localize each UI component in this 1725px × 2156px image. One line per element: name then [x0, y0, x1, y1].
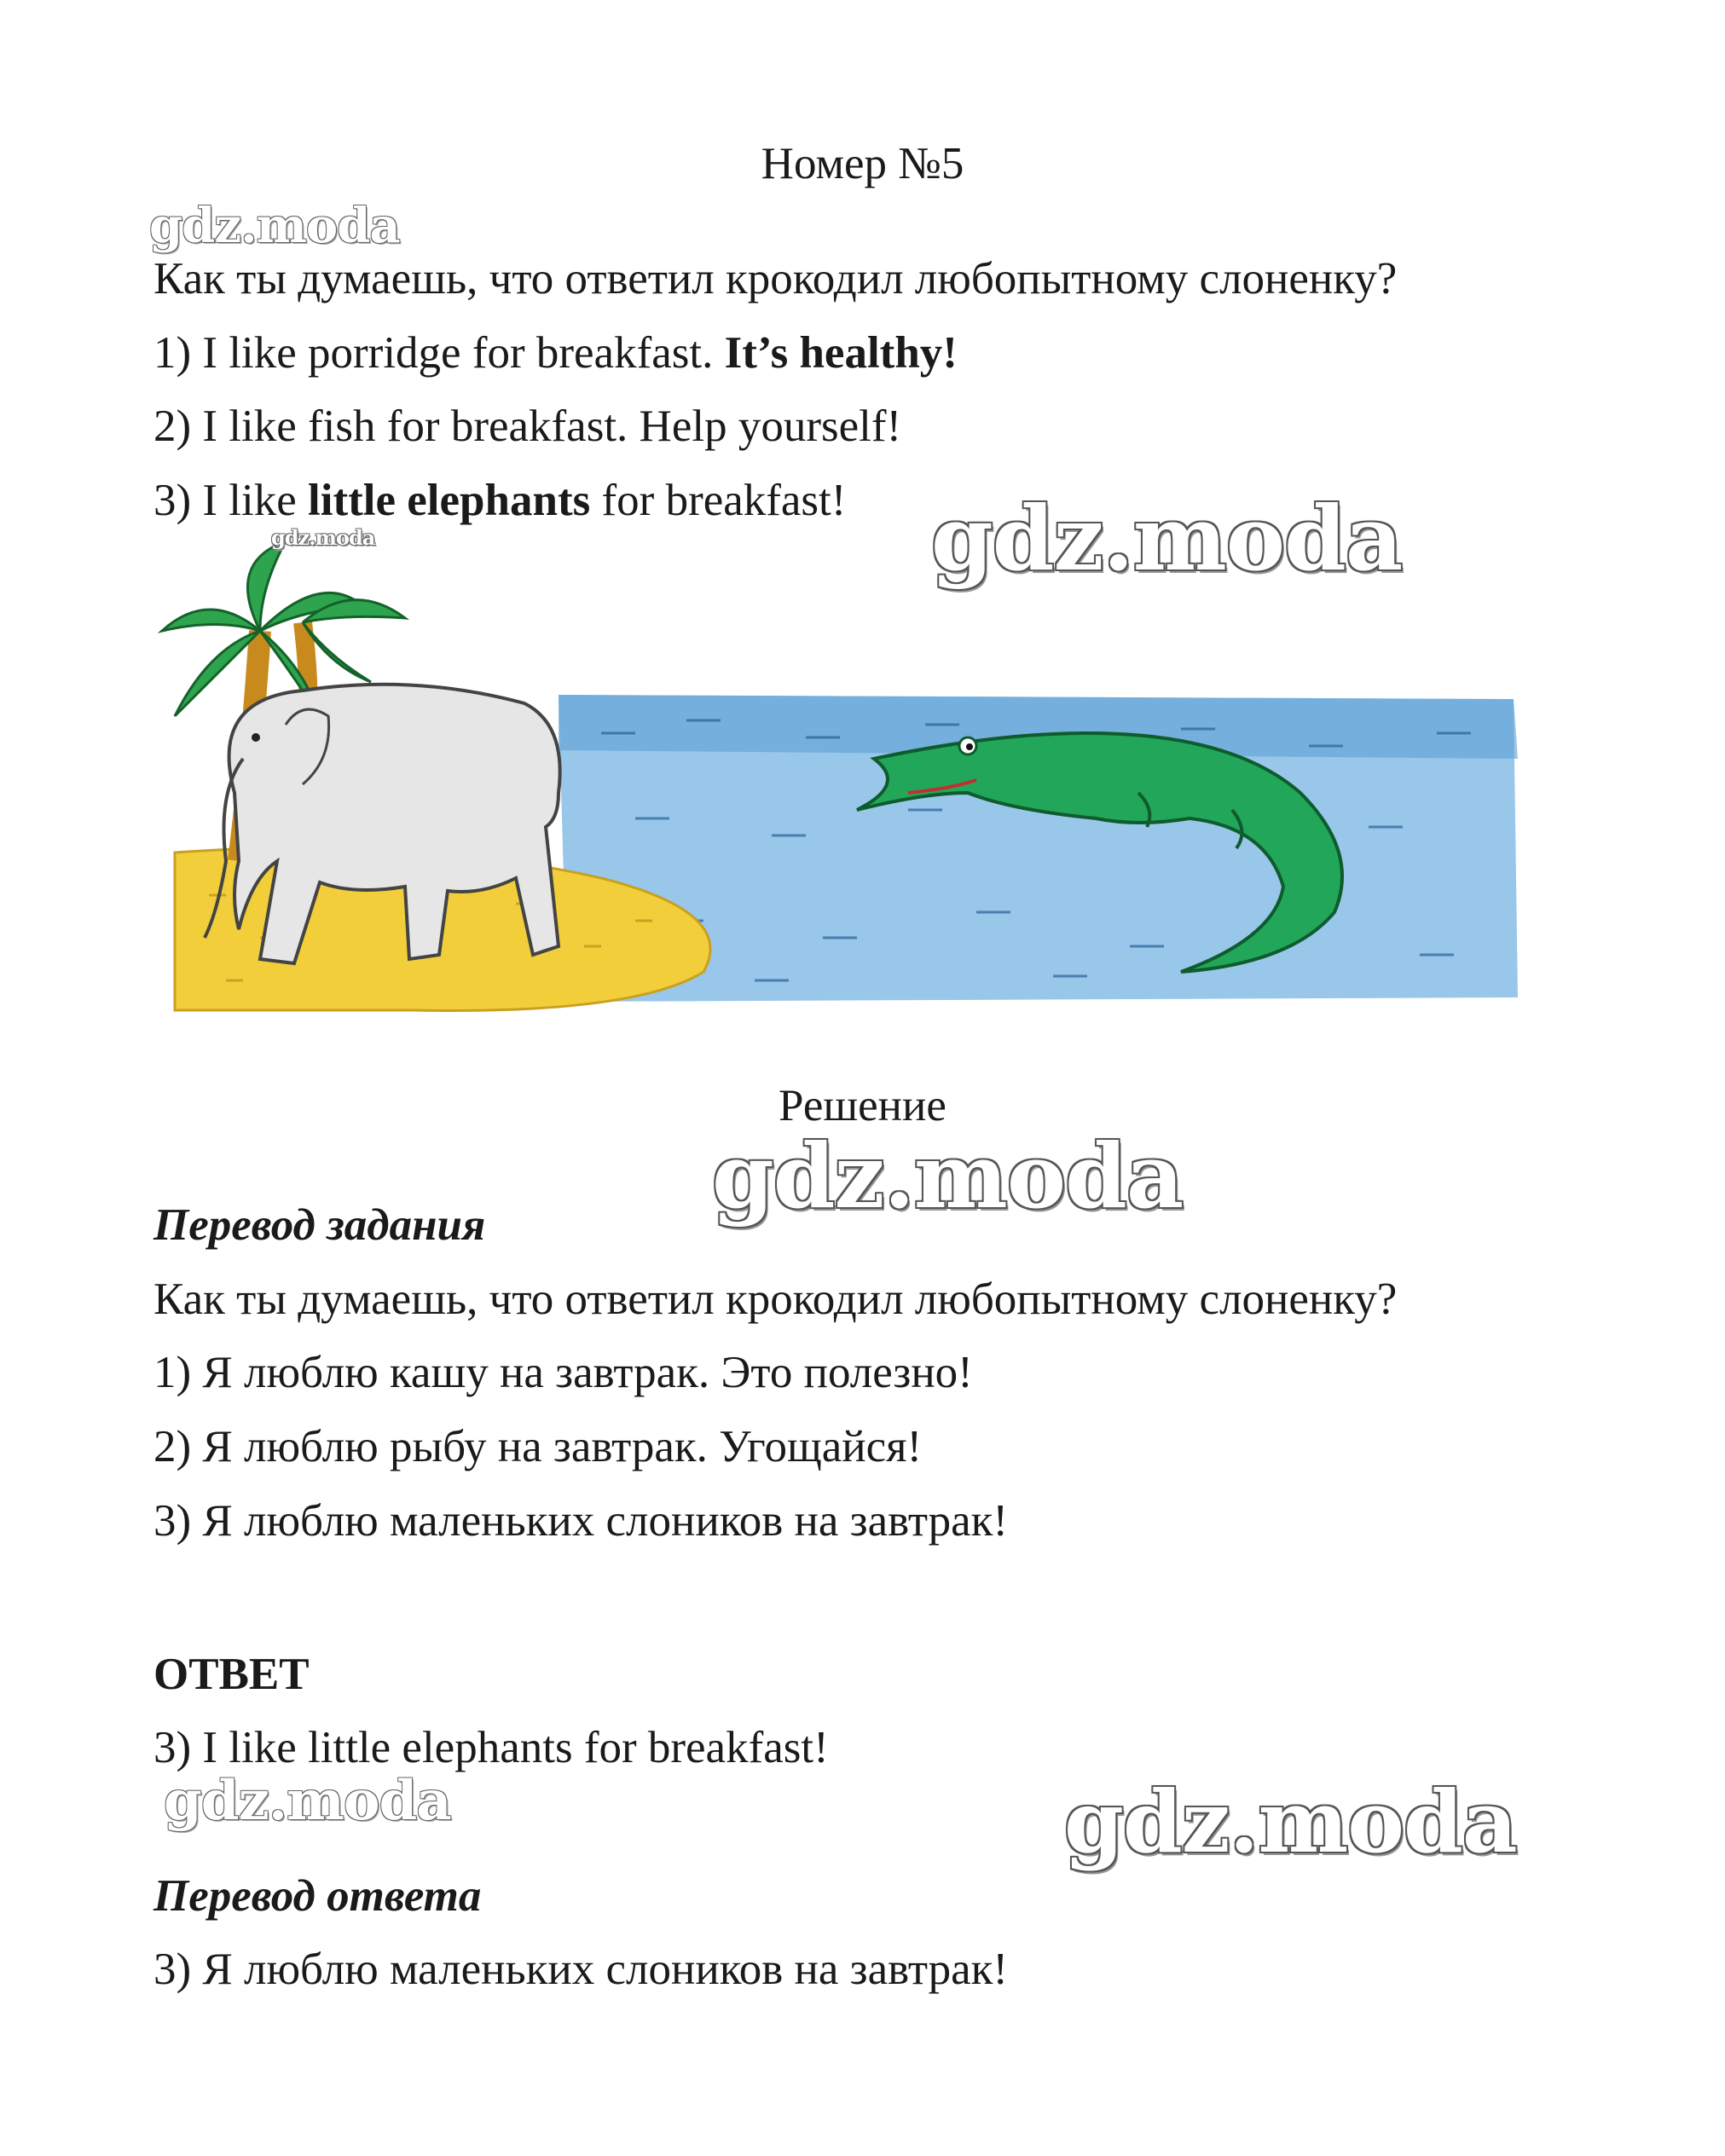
option-text: I like: [202, 476, 297, 525]
translation-option-3: 3) Я люблю маленьких слоников на завтрак!: [153, 1496, 1009, 1546]
option-1: [153, 326, 958, 380]
option-bold-text: It’s healthy!: [724, 328, 958, 378]
translation-option-2: 2) Я люблю рыбу на завтрак. Угощайся!: [153, 1422, 923, 1471]
option-number: 2): [153, 402, 192, 451]
page-title: Номер №5: [761, 139, 964, 188]
watermark: gdz.moda: [149, 198, 400, 254]
translation-option-1: 1) Я люблю кашу на завтрак. Это полезно!: [153, 1348, 973, 1397]
answer-translation-heading: Перевод ответа: [153, 1871, 482, 1921]
answer-text: 3) I like little elephants for breakfast!: [153, 1723, 829, 1772]
option-bold-text: little elephants: [308, 476, 591, 525]
task-question: Как ты думаешь, что ответил крокодил любопытному слоненку?: [153, 254, 1398, 303]
elephant-crocodile-illustration: [158, 537, 1531, 1014]
solution-heading: Решение: [779, 1081, 946, 1130]
option-number: 1): [153, 328, 192, 378]
option-3: [153, 473, 846, 528]
answer-heading: ОТВЕТ: [153, 1650, 310, 1699]
watermark: gdz.moda: [1064, 1772, 1517, 1872]
translation-question: Как ты думаешь, что ответил крокодил любопытному слоненку?: [153, 1275, 1398, 1324]
watermark: gdz.moda: [712, 1124, 1184, 1228]
option-2: [153, 399, 901, 454]
option-text: I like porridge for breakfast.: [202, 328, 714, 378]
option-number: 3): [153, 476, 192, 525]
answer-translation-text: 3) Я люблю маленьких слоников на завтрак!: [153, 1945, 1009, 1994]
watermark: gdz.moda: [931, 486, 1403, 591]
watermark: gdz.moda: [271, 525, 375, 550]
option-text-end: for breakfast!: [601, 476, 847, 525]
option-text: I like fish for breakfast. Help yourself!: [202, 402, 902, 451]
translation-heading: Перевод задания: [153, 1200, 486, 1250]
watermark: gdz.moda: [164, 1769, 451, 1833]
